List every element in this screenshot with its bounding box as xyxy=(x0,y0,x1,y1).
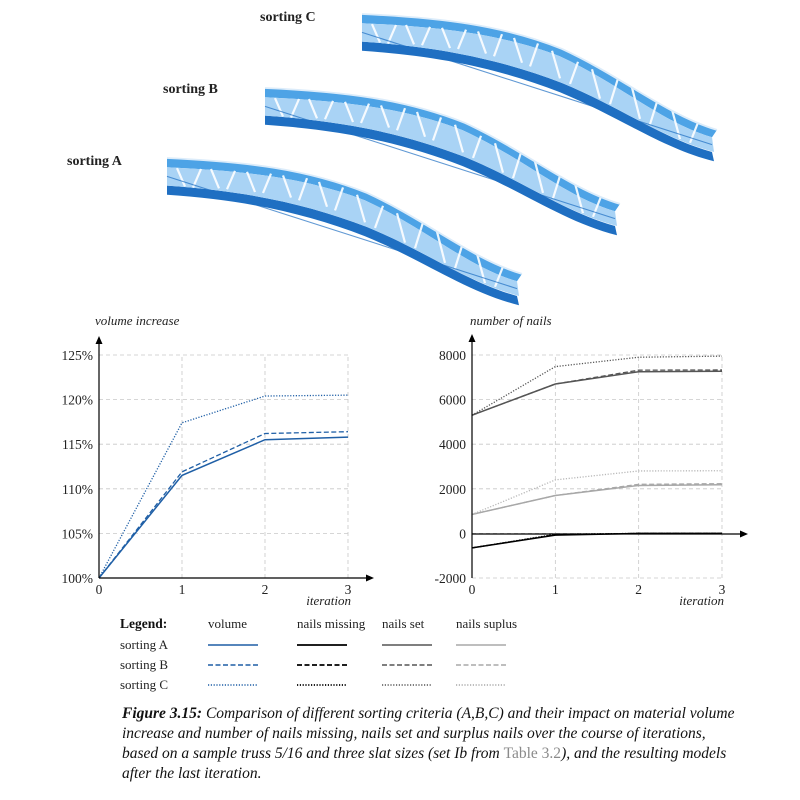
series-line-volume-sorting-A xyxy=(99,437,348,578)
y-axis-label: number of nails xyxy=(470,313,552,328)
y-tick-label: 0 xyxy=(459,526,466,542)
model-label-sorting-a: sorting A xyxy=(67,154,122,169)
x-tick-label: 0 xyxy=(95,582,103,597)
y-tick-label: 4000 xyxy=(439,437,466,453)
series-group xyxy=(472,356,722,548)
number-of-nails-chart xyxy=(410,310,770,610)
x-axis-label: iteration xyxy=(679,593,724,608)
caption-text-end: ), and the resulting models after the last iteration. xyxy=(122,745,727,782)
series-line-nails-suplus-sorting-B xyxy=(472,484,722,515)
y-axis-arrow-icon xyxy=(96,336,103,344)
axes xyxy=(96,336,375,582)
caption-label: Figure 3.15: xyxy=(122,705,203,722)
legend-table xyxy=(120,614,540,694)
grid xyxy=(472,355,722,578)
series-line-nails-missing-sorting-B xyxy=(472,533,722,547)
figure-caption xyxy=(122,704,742,784)
legend xyxy=(120,614,540,698)
x-tick-label: 3 xyxy=(344,582,352,597)
y-tick-label: 6000 xyxy=(439,392,466,408)
x-tick-label: 2 xyxy=(635,582,643,597)
y-tick-label: 120% xyxy=(61,392,93,408)
model-label-sorting-c: sorting C xyxy=(260,10,316,25)
y-tick-labels xyxy=(435,348,467,586)
legend-column-nails-suplus: nails suplus xyxy=(456,616,518,631)
legend-row-sorting-c: sorting C xyxy=(120,677,169,692)
series-line-nails-suplus-sorting-C xyxy=(472,471,722,515)
y-tick-labels xyxy=(62,348,94,586)
legend-row-sorting-b: sorting B xyxy=(120,657,169,672)
series-line-volume-sorting-C xyxy=(99,395,348,578)
x-tick-label: 1 xyxy=(178,582,186,597)
y-tick-label: 2000 xyxy=(439,481,466,497)
x-tick-label: 0 xyxy=(468,582,476,597)
legend-title: Legend: xyxy=(120,616,168,631)
series-line-nails-suplus-sorting-A xyxy=(472,485,722,515)
y-tick-label: 100% xyxy=(61,571,93,586)
truss-models-illustration xyxy=(0,0,800,310)
x-tick-label: 1 xyxy=(551,582,559,597)
y-axis-label: volume increase xyxy=(95,313,180,328)
series-line-nails-missing-sorting-A xyxy=(472,533,722,547)
legend-column-nails-set: nails set xyxy=(382,616,425,631)
series-line-volume-sorting-B xyxy=(99,432,348,578)
legend-row-sorting-a: sorting A xyxy=(120,637,169,652)
x-tick-label: 2 xyxy=(261,582,269,597)
truss-model-sorting-a xyxy=(167,158,522,305)
table-reference-link[interactable]: Table 3.2 xyxy=(503,745,562,762)
y-tick-label: 110% xyxy=(62,481,93,497)
x-tick-label: 3 xyxy=(718,582,726,597)
x-axis-label: iteration xyxy=(306,593,351,608)
y-axis-arrow-icon xyxy=(469,334,476,342)
y-tick-label: 105% xyxy=(61,526,93,542)
volume-increase-chart xyxy=(40,310,390,610)
legend-swatches xyxy=(208,645,506,685)
caption-text: Comparison of different sorting criteria (A,B,C) and their impact on material volume increase and number of nails missing, nails set and surplus nails over the course of iterations, based on a sample truss 5/16 and three slat sizes (set Ib from xyxy=(122,705,735,762)
series-line-nails-set-sorting-A xyxy=(472,371,722,415)
legend-column-nails-missing: nails missing xyxy=(297,616,366,631)
legend-column-volume: volume xyxy=(208,616,247,631)
series-line-nails-missing-sorting-C xyxy=(472,533,722,547)
series-line-nails-set-sorting-C xyxy=(472,356,722,415)
y-tick-label: -2000 xyxy=(434,571,466,586)
series-group xyxy=(99,395,348,578)
y-tick-label: 115% xyxy=(62,437,93,453)
grid xyxy=(99,355,348,578)
series-line-nails-set-sorting-B xyxy=(472,370,722,415)
x-axis-arrow-icon xyxy=(366,575,374,582)
y-tick-label: 8000 xyxy=(439,348,466,363)
x-axis-arrow-icon xyxy=(740,531,748,538)
model-label-sorting-b: sorting B xyxy=(163,82,218,97)
y-tick-label: 125% xyxy=(61,348,93,363)
